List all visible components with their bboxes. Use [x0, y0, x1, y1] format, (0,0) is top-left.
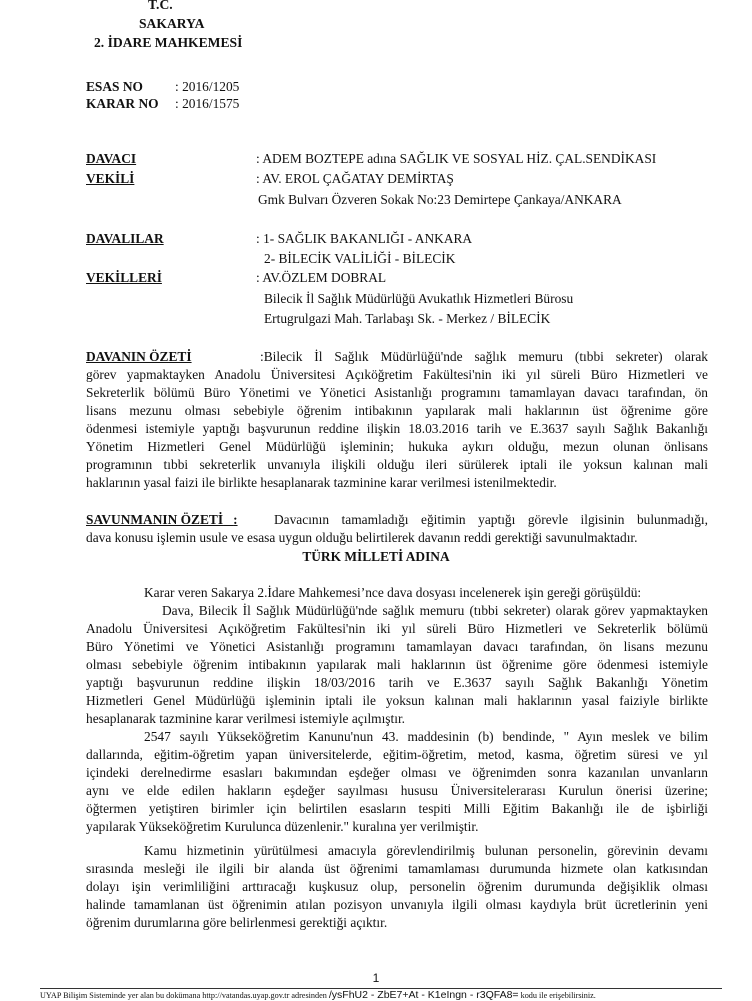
davanin-ozeti-line: ödenmesi istemiyle yaptığı başvurunun reddine ilişkin 18.03.2016 tarih ve E.3637 sayılı Sağlık Bakanlığı — [86, 421, 708, 436]
body-paragraph-2-line: olması sebebiyle öğrenim intibakının yapılarak mali haklarının üst öğrenime göre ödenmesi istemiyle — [86, 657, 708, 672]
body-paragraph-2-line: hesaplanarak tazminine karar verilmesi istemiyle açılmıştır. — [86, 711, 406, 726]
body-paragraph-4-line: öğrenim durumlarına göre belirlenmesi gerektiği açıktır. — [86, 915, 388, 930]
body-paragraph-3-line: dallarında, eğitim-öğretim yapan üniversitelerde, eğitim-öğretim, metod, kasma, öğretim süresi ve yıl — [86, 747, 708, 762]
davanin-ozeti-label: DAVANIN ÖZETİ — [86, 349, 192, 364]
savunmanin-ozeti-line: dava konusu işlemin usule ve esasa uygun olduğu belirtilerek davanın reddi gerektiği savunulmaktadır. — [86, 530, 638, 545]
vekilleri-label: VEKİLLERİ — [86, 270, 162, 285]
body-paragraph-3-line: aynı ve elde edilen hakların eşdeğer sayılması hususu Üniversitelerarası Kurulun önerisi üzerine; — [86, 783, 708, 798]
body-paragraph-3-line: 2547 sayılı Yükseköğretim Kanunu'nun 43. maddesinin (b) bendinde, " Ayın meslek ve bilim — [144, 729, 708, 744]
document-title: TÜRK MİLLETİ ADINA — [302, 549, 450, 564]
body-paragraph-2-line: Büro Yönetimi ve Yönetici Asistanlığı programını tamamlayan davacı tarafından, ön lisans mezunu — [86, 639, 708, 654]
header-city: SAKARYA — [139, 16, 205, 31]
davanin-ozeti-line: haklarının yasal faizi ile birlikte hesaplanarak tazminine karar verilmesi istenilmektedir. — [86, 475, 557, 490]
davanin-ozeti-line: programının tıbbi sekreterlik unvanıyla ilişkili olduğu ileri sürülerek iptali ile yoksun kalınan mali — [86, 457, 708, 472]
body-paragraph-3-line: yapılarak Yükseköğretim Kurulunca düzenlenir." kuralına yer verilmiştir. — [86, 819, 479, 834]
header-tc: T.C. — [148, 0, 173, 12]
body-paragraph-3-line: öğtermen yetiştiren birimler için belirtilen esasların tespiti Milli Eğitim Bakanlığı ile de işbirliği — [86, 801, 708, 816]
davanin-ozeti-line: görev yapmaktayken Anadolu Üniversitesi Açıköğretim Fakültesi'nin iki yıl süreli Büro Hizmetleri ve — [86, 367, 708, 382]
footer-access-code: /ysFhU2 - ZbE7+At - K1eIngn - r3QFA8= — [328, 989, 519, 1001]
davaci-value: : ADEM BOZTEPE adına SAĞLIK VE SOSYAL HİZ. ÇAL.SENDİKASI — [256, 151, 657, 166]
davalilar-label: DAVALILAR — [86, 231, 164, 246]
vekili-address: Gmk Bulvarı Özveren Sokak No:23 Demirtepe Çankaya/ANKARA — [258, 192, 622, 207]
vekili-value: : AV. EROL ÇAĞATAY DEMİRTAŞ — [256, 171, 454, 186]
body-paragraph-4-line: Kamu hizmetinin yürütülmesi amacıyla görevlendirilmiş bulunan personelin, görevinin devamı — [144, 843, 708, 858]
davanin-ozeti-line: Yönetim Hizmetleri Genel Müdürlüğü işleminin; hukuka aykırı olduğu, mezun olunan önlisans — [86, 439, 708, 454]
body-paragraph-2-line: Dava, Bilecik İl Sağlık Müdürlüğü'nde sağlık memuru (tıbbi sekreter) olarak görev yapmaktayken — [162, 603, 708, 618]
footer — [40, 989, 740, 1001]
body-paragraph-2-line: yaptığı başvurunun reddine ilişkin 18/03/2016 tarih ve E.3637 sayılı Sağlık Bakanlığı Yönetim — [86, 675, 708, 690]
body-paragraph-4-line: dolayı işin verimliliğini arttıracağı kuşkusuz olup, personelin öğrenim durumunda değişiklik olması — [86, 879, 708, 894]
body-paragraph-3-line: içindeki derelnedirme esasları bakımından eşdeğer olması ve öğrenimden sonra kazanılan unvanların — [86, 765, 708, 780]
davaci-label: DAVACI — [86, 151, 137, 166]
vekili-label: VEKİLİ — [86, 171, 135, 186]
footer-text-before: UYAP Bilişim Sisteminde yer alan bu dokümana http://vatandas.uyap.gov.tr adresinden — [40, 991, 327, 1000]
davanin-ozeti-line: lisans mezunu olması sebebiyle öğrenim intibakının yapılarak mali haklarının üst öğrenime göre — [86, 403, 708, 418]
karar-label: KARAR NO — [86, 96, 159, 111]
esas-value: : 2016/1205 — [175, 79, 240, 94]
body-paragraph-2-line: Hizmetleri Genel Müdürlüğü işleminin iptali ile yoksun kalınan mali haklarının yasal faiziyle birlikte — [86, 693, 708, 708]
page-number: 1 — [372, 971, 380, 985]
karar-value: : 2016/1575 — [175, 96, 240, 111]
body-paragraph-4-line: halinde tamamlanan üst öğrenimin atılan pozisyon unvanıyla ilgili olması kaydıyla brüt ücretlerinin yeni — [86, 897, 708, 912]
body-paragraph-4-line: sırasında mesleği ile ilgili bir alanda üst öğrenimi tamamlaması durumunda hizmete olan katkısından — [86, 861, 708, 876]
footer-text-after: kodu ile erişebilirsiniz. — [520, 991, 596, 1000]
vekilleri-value: : AV.ÖZLEM DOBRAL — [256, 270, 387, 285]
esas-label: ESAS NO — [86, 79, 143, 94]
savunmanin-ozeti-label: SAVUNMANIN ÖZETİ : — [86, 512, 238, 527]
davanin-ozeti-line: Sekreterlik bölümü Büro Yönetimi ve Yönetici Asistanlığı programını tamamlayan davacı tarafından, ön — [86, 385, 708, 400]
davanin-ozeti-line: :Bilecik İl Sağlık Müdürlüğü'nde sağlık memuru (tıbbi sekreter) olarak — [260, 349, 708, 364]
davalilar-value-1: : 1- SAĞLIK BAKANLIĞI - ANKARA — [256, 231, 473, 246]
vekilleri-address-1: Bilecik İl Sağlık Müdürlüğü Avukatlık Hizmetleri Bürosu — [264, 291, 574, 306]
header-court: 2. İDARE MAHKEMESİ — [94, 35, 243, 50]
body-paragraph-1: Karar veren Sakarya 2.İdare Mahkemesi’nce dava dosyası incelenerek işin gereği görüşüldü: — [144, 585, 642, 600]
davalilar-value-2: 2- BİLECİK VALİLİĞİ - BİLECİK — [264, 251, 456, 266]
savunmanin-ozeti-line: Davacının tamamladığı eğitimin yaptığı görevle ilgisinin bulunmadığı, — [274, 512, 708, 527]
vekilleri-address-2: Ertugrulgazi Mah. Tarlabaşı Sk. - Merkez / BİLECİK — [264, 311, 551, 326]
body-paragraph-2-line: Anadolu Üniversitesi Açıköğretim Fakültesi'nin iki yıl süreli Büro Hizmetleri ve Sekreterlik bölümü — [86, 621, 708, 636]
